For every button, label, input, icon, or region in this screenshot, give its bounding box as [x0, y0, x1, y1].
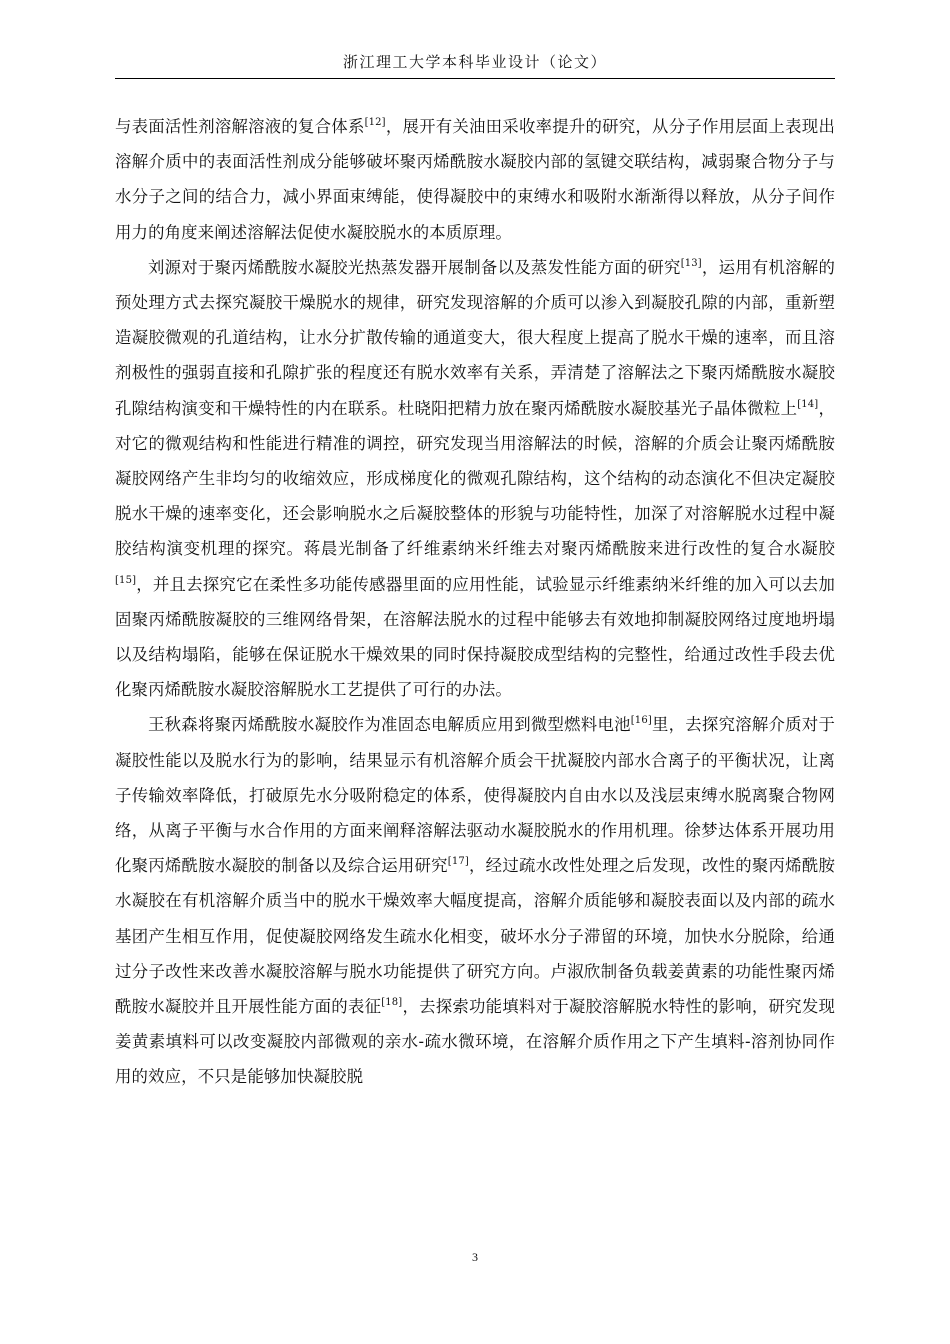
text-run: ，展开有关油田采收率提升的研究，从分子作用层面上表现出溶解介质中的表面活性剂成分能够破坏聚丙烯酰胺水凝胶内部的氢键交联结构，减弱聚合物分子与水分子之间的结合力，减小界面束缚能，使得凝胶中的束缚水和吸附水渐渐得以释放，从分子间作用力的角度来阐述溶解法促使水凝胶脱水的本质原理。 [115, 117, 835, 242]
header-divider [115, 78, 835, 79]
citation-ref: [15] [115, 574, 137, 586]
text-run: 与表面活性剂溶解溶液的复合体系 [115, 117, 365, 136]
text-run: 里，去探究溶解介质对于凝胶性能以及脱水行为的影响，结果显示有机溶解介质会干扰凝胶内部水合离子的平衡状况，让离子传输效率降低，打破原先水分吸附稳定的体系，使得凝胶内自由水以及浅层束缚水脱离聚合物网络，从离子平衡与水合作用的方面来阐释溶解法驱动水凝胶脱水的作用机理。徐梦达体系开展功用化聚丙烯酰胺水凝胶的制备以及综合运用研究 [115, 715, 835, 876]
citation-ref: [17] [447, 856, 469, 868]
text-run: 王秋森将聚丙烯酰胺水凝胶作为准固态电解质应用到微型燃料电池 [148, 715, 631, 735]
text-run: ，对它的微观结构和性能进行精准的调控，研究发现当用溶解法的时候，溶解的介质会让聚丙烯酰胺凝胶网络产生非均匀的收缩效应，形成梯度化的微观孔隙结构，这个结构的动态演化不但决定凝胶脱水干燥的速率变化，还会影响脱水之后凝胶整体的形貌与功能特性，加深了对溶解脱水过程中凝胶结构演变机理的探究。蒋晨光制备了纤维素纳米纤维去对聚丙烯酰胺来进行改性的复合水凝胶 [115, 398, 835, 559]
citation-ref: [16] [630, 715, 652, 727]
citation-ref: [18] [381, 997, 403, 1009]
text-run: ，去探索功能填料对于凝胶溶解脱水特性的影响，研究发现姜黄素填料可以改变凝胶内部微观的亲水-疏水微环境，在溶解介质作用之下产生填料-溶剂协同作用的效应，不只是能够加快凝胶脱 [115, 997, 835, 1087]
paragraph-3 [115, 707, 835, 1094]
citation-ref: [13] [680, 257, 702, 269]
body-text [115, 109, 835, 1095]
page-number: 3 [472, 1250, 478, 1264]
text-run: 刘源对于聚丙烯酰胺水凝胶光热蒸发器开展制备以及蒸发性能方面的研究 [148, 257, 681, 277]
text-run: ，经过疏水改性处理之后发现，改性的聚丙烯酰胺水凝胶在有机溶解介质当中的脱水干燥效率大幅度提高，溶解介质能够和凝胶表面以及内部的疏水基团产生相互作用，促使凝胶网络发生疏水化相变，破坏水分子滞留的环境，加快水分脱除，给通过分子改性来改善水凝胶溶解与脱水功能提供了研究方向。卢淑欣制备负载姜黄素的功能性聚丙烯酰胺水凝胶并且开展性能方面的表征 [115, 856, 835, 1017]
text-run: ，运用有机溶解的预处理方式去探究凝胶干燥脱水的规律，研究发现溶解的介质可以渗入到凝胶孔隙的内部，重新塑造凝胶微观的孔道结构，让水分扩散传输的通道变大，很大程度上提高了脱水干燥的速率，而且溶剂极性的强弱直接和孔隙扩张的程度还有脱水效率有关系，弄清楚了溶解法之下聚丙烯酰胺水凝胶孔隙结构演变和干燥特性的内在联系。杜晓阳把精力放在聚丙烯酰胺水凝胶基光子晶体微粒上 [115, 257, 835, 418]
page-header: 浙江理工大学本科毕业设计（论文） [342, 53, 607, 71]
paragraph-2 [115, 250, 835, 708]
citation-ref: [12] [364, 117, 386, 128]
paragraph-1 [115, 109, 835, 250]
citation-ref: [14] [797, 398, 819, 410]
text-run: ，并且去探究它在柔性多功能传感器里面的应用性能，试验显示纤维素纳米纤维的加入可以去加固聚丙烯酰胺凝胶的三维网络骨架，在溶解法脱水的过程中能够去有效地抑制凝胶网络过度地坍塌以及结构塌陷，能够在保证脱水干燥效果的同时保持凝胶成型结构的完整性，给通过改性手段去优化聚丙烯酰胺水凝胶溶解脱水工艺提供了可行的办法。 [115, 574, 835, 700]
